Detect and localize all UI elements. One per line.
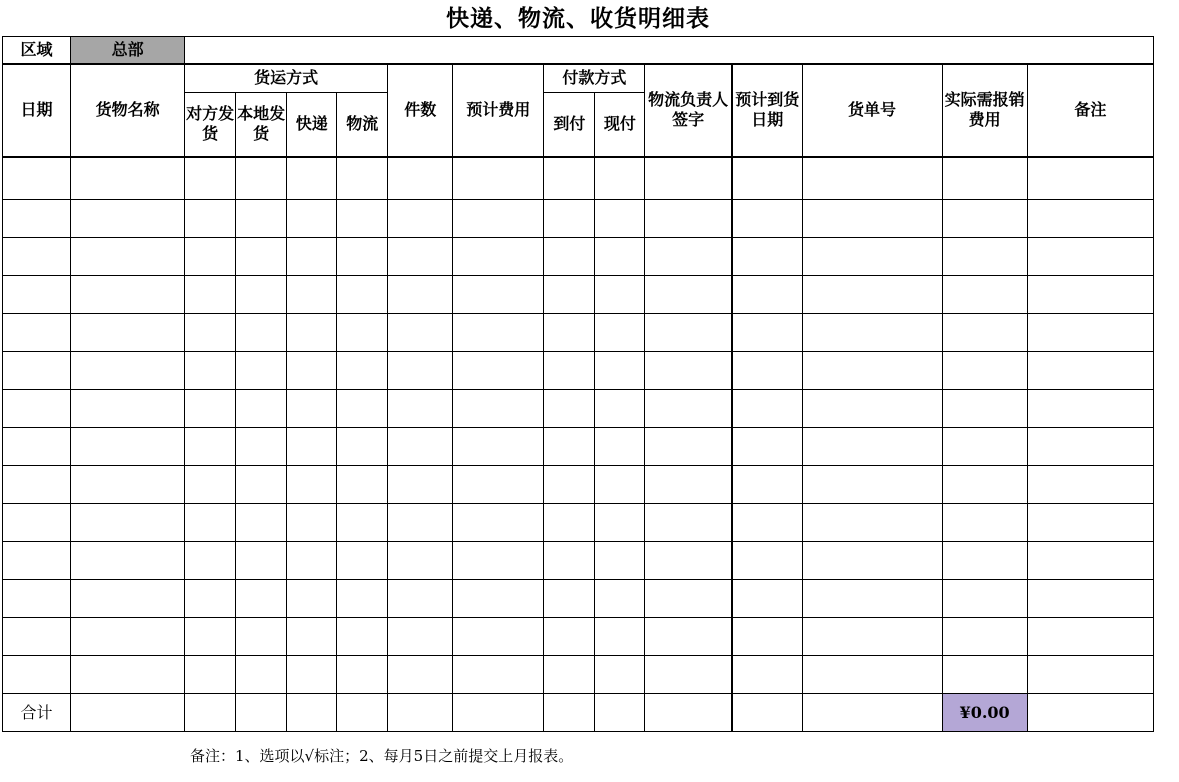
table-cell[interactable] (453, 314, 544, 352)
header-payment-group: 付款方式 (544, 64, 645, 93)
table-cell[interactable] (595, 390, 645, 428)
table-cell[interactable] (388, 428, 453, 466)
table-row (3, 466, 1154, 504)
table-cell[interactable] (732, 157, 802, 200)
table-cell[interactable] (287, 542, 337, 580)
table-cell[interactable] (802, 504, 942, 542)
table-cell[interactable] (3, 580, 71, 618)
table-cell[interactable] (595, 238, 645, 276)
table-cell[interactable] (544, 618, 595, 656)
table-cell[interactable] (236, 157, 287, 200)
table-cell[interactable] (236, 238, 287, 276)
total-cell[interactable] (802, 694, 942, 732)
table-cell[interactable] (185, 352, 236, 390)
table-cell[interactable] (287, 466, 337, 504)
table-cell[interactable] (942, 656, 1027, 694)
table-cell[interactable] (388, 656, 453, 694)
table-cell[interactable] (645, 314, 732, 352)
table-cell[interactable] (236, 580, 287, 618)
table-cell[interactable] (595, 466, 645, 504)
table-cell[interactable] (71, 428, 185, 466)
total-label: 合计 (3, 694, 71, 732)
table-cell[interactable] (71, 157, 185, 200)
table-cell[interactable] (1027, 580, 1153, 618)
total-cell[interactable] (453, 694, 544, 732)
table-cell[interactable] (3, 466, 71, 504)
table-cell[interactable] (942, 200, 1027, 238)
header-remarks: 备注 (1027, 64, 1153, 157)
table-cell[interactable] (337, 157, 388, 200)
table-cell[interactable] (337, 504, 388, 542)
table-cell[interactable] (802, 314, 942, 352)
region-value[interactable]: 总部 (71, 37, 185, 64)
table-cell[interactable] (802, 618, 942, 656)
table-cell[interactable] (942, 428, 1027, 466)
table-cell[interactable] (287, 656, 337, 694)
header-actual-cost: 实际需报销费用 (942, 64, 1027, 157)
table-cell[interactable] (645, 390, 732, 428)
table-cell[interactable] (287, 504, 337, 542)
table-cell[interactable] (942, 466, 1027, 504)
header-est-cost: 预计费用 (453, 64, 544, 157)
table-cell[interactable] (453, 656, 544, 694)
table-cell[interactable] (71, 276, 185, 314)
total-cell[interactable] (1027, 694, 1153, 732)
table-cell[interactable] (942, 314, 1027, 352)
header-date: 日期 (3, 64, 71, 157)
table-cell[interactable] (337, 656, 388, 694)
table-cell[interactable] (732, 238, 802, 276)
table-row (3, 314, 1154, 352)
table-row (3, 580, 1154, 618)
table-cell[interactable] (185, 157, 236, 200)
table-cell[interactable] (185, 428, 236, 466)
table-cell[interactable] (3, 276, 71, 314)
table-cell[interactable] (645, 656, 732, 694)
table-row (3, 656, 1154, 694)
table-cell[interactable] (595, 157, 645, 200)
table-row (3, 200, 1154, 238)
table-cell[interactable] (544, 428, 595, 466)
table-cell[interactable] (732, 352, 802, 390)
header-ship-local: 本地发货 (236, 93, 287, 157)
table-cell[interactable] (1027, 314, 1153, 352)
table-cell[interactable] (645, 618, 732, 656)
table-cell[interactable] (337, 580, 388, 618)
table-cell[interactable] (732, 466, 802, 504)
table-cell[interactable] (185, 200, 236, 238)
footnote: 备注：1、选项以√标注；2、每月5日之前提交上月报表。 (190, 747, 574, 765)
table-cell[interactable] (388, 200, 453, 238)
table-cell[interactable] (453, 276, 544, 314)
table-cell[interactable] (732, 428, 802, 466)
table-cell[interactable] (732, 314, 802, 352)
table-cell[interactable] (453, 618, 544, 656)
table-cell[interactable] (236, 276, 287, 314)
table-cell[interactable] (388, 352, 453, 390)
header-shipping-group: 货运方式 (185, 64, 388, 93)
table-row (3, 428, 1154, 466)
table-cell[interactable] (388, 314, 453, 352)
table-cell[interactable] (453, 352, 544, 390)
table-cell[interactable] (802, 200, 942, 238)
table-cell[interactable] (287, 352, 337, 390)
table-cell[interactable] (453, 238, 544, 276)
table-cell[interactable] (732, 504, 802, 542)
table-cell[interactable] (544, 656, 595, 694)
total-cell[interactable] (287, 694, 337, 732)
table-cell[interactable] (1027, 466, 1153, 504)
table-cell[interactable] (802, 428, 942, 466)
total-cell[interactable] (71, 694, 185, 732)
table-cell[interactable] (544, 390, 595, 428)
table-cell[interactable] (236, 504, 287, 542)
table-cell[interactable] (942, 157, 1027, 200)
table-cell[interactable] (71, 352, 185, 390)
table-cell[interactable] (337, 466, 388, 504)
total-cell[interactable] (732, 694, 802, 732)
table-cell[interactable] (337, 238, 388, 276)
table-cell[interactable] (3, 352, 71, 390)
table-cell[interactable] (732, 542, 802, 580)
total-cell[interactable] (544, 694, 595, 732)
table-row (3, 238, 1154, 276)
table-cell[interactable] (645, 352, 732, 390)
header-count: 件数 (388, 64, 453, 157)
table-cell[interactable] (3, 618, 71, 656)
table-cell[interactable] (544, 238, 595, 276)
table-row (3, 504, 1154, 542)
table-cell[interactable] (1027, 276, 1153, 314)
table-cell[interactable] (942, 238, 1027, 276)
table-cell[interactable] (595, 314, 645, 352)
table-cell[interactable] (802, 157, 942, 200)
table-cell[interactable] (595, 618, 645, 656)
table-cell[interactable] (1027, 352, 1153, 390)
table-cell[interactable] (3, 504, 71, 542)
table-cell[interactable] (645, 466, 732, 504)
table-cell[interactable] (337, 314, 388, 352)
table-cell[interactable] (942, 618, 1027, 656)
total-cell[interactable] (236, 694, 287, 732)
table-cell[interactable] (287, 428, 337, 466)
table-row (3, 390, 1154, 428)
table-cell[interactable] (802, 352, 942, 390)
table-cell[interactable] (236, 390, 287, 428)
table-cell[interactable] (3, 428, 71, 466)
table-cell[interactable] (3, 238, 71, 276)
table-cell[interactable] (544, 157, 595, 200)
table-cell[interactable] (236, 200, 287, 238)
sheet-title: 快递、物流、收货明细表 (446, 5, 710, 32)
table-cell[interactable] (645, 542, 732, 580)
table-cell[interactable] (287, 238, 337, 276)
table-cell[interactable] (388, 238, 453, 276)
table-cell[interactable] (732, 618, 802, 656)
table-cell[interactable] (185, 656, 236, 694)
table-cell[interactable] (595, 276, 645, 314)
table-cell[interactable] (802, 542, 942, 580)
table-cell[interactable] (1027, 504, 1153, 542)
table-cell[interactable] (453, 200, 544, 238)
table-cell[interactable] (71, 542, 185, 580)
table-cell[interactable] (732, 580, 802, 618)
table-cell[interactable] (71, 200, 185, 238)
table-cell[interactable] (942, 542, 1027, 580)
table-cell[interactable] (453, 580, 544, 618)
table-cell[interactable] (1027, 542, 1153, 580)
table-cell[interactable] (544, 276, 595, 314)
table-cell[interactable] (337, 276, 388, 314)
header-ship-other: 对方发货 (185, 93, 236, 157)
header-est-arrival: 预计到货日期 (732, 64, 802, 157)
table-cell[interactable] (185, 276, 236, 314)
table-cell[interactable] (544, 542, 595, 580)
table-cell[interactable] (802, 466, 942, 504)
table-cell[interactable] (3, 656, 71, 694)
table-cell[interactable] (595, 580, 645, 618)
table-cell[interactable] (453, 390, 544, 428)
table-cell[interactable] (185, 618, 236, 656)
table-cell[interactable] (185, 580, 236, 618)
table-cell[interactable] (942, 390, 1027, 428)
table-cell[interactable] (236, 428, 287, 466)
table-cell[interactable] (1027, 238, 1153, 276)
table-cell[interactable] (236, 656, 287, 694)
table-cell[interactable] (236, 542, 287, 580)
header-signer: 物流负责人签字 (645, 64, 732, 157)
table-cell[interactable] (645, 276, 732, 314)
region-label: 区域 (3, 37, 71, 64)
table-cell[interactable] (388, 466, 453, 504)
table-cell[interactable] (388, 390, 453, 428)
table-cell[interactable] (732, 200, 802, 238)
table-cell[interactable] (645, 504, 732, 542)
table-cell[interactable] (337, 390, 388, 428)
table-cell[interactable] (3, 390, 71, 428)
table-cell[interactable] (337, 542, 388, 580)
table-cell[interactable] (453, 157, 544, 200)
table-cell[interactable] (71, 466, 185, 504)
table-cell[interactable] (544, 504, 595, 542)
region-blank (185, 37, 1154, 64)
table-cell[interactable] (595, 352, 645, 390)
table-cell[interactable] (71, 238, 185, 276)
table-cell[interactable] (388, 276, 453, 314)
table-cell[interactable] (595, 200, 645, 238)
table-cell[interactable] (388, 157, 453, 200)
table-cell[interactable] (732, 390, 802, 428)
table-cell[interactable] (802, 390, 942, 428)
table-cell[interactable] (544, 200, 595, 238)
table-cell[interactable] (236, 314, 287, 352)
table-row (3, 276, 1154, 314)
table-cell[interactable] (236, 352, 287, 390)
table-cell[interactable] (1027, 428, 1153, 466)
table-cell[interactable] (337, 428, 388, 466)
table-cell[interactable] (185, 314, 236, 352)
table-cell[interactable] (645, 157, 732, 200)
table-cell[interactable] (544, 352, 595, 390)
table-cell[interactable] (453, 504, 544, 542)
table-cell[interactable] (337, 618, 388, 656)
table-cell[interactable] (645, 580, 732, 618)
table-cell[interactable] (388, 618, 453, 656)
table-cell[interactable] (71, 390, 185, 428)
table-cell[interactable] (453, 466, 544, 504)
table-cell[interactable] (645, 200, 732, 238)
table-cell[interactable] (185, 390, 236, 428)
table-cell[interactable] (3, 200, 71, 238)
table-cell[interactable] (544, 580, 595, 618)
table-cell[interactable] (71, 504, 185, 542)
table-cell[interactable] (453, 542, 544, 580)
total-row (3, 694, 1154, 732)
table-cell[interactable] (287, 580, 337, 618)
table-cell[interactable] (337, 200, 388, 238)
table-cell[interactable] (732, 276, 802, 314)
table-cell[interactable] (802, 656, 942, 694)
table-cell[interactable] (942, 580, 1027, 618)
table-cell[interactable] (71, 618, 185, 656)
table-cell[interactable] (942, 504, 1027, 542)
table-cell[interactable] (1027, 157, 1153, 200)
header-goods-name: 货物名称 (71, 64, 185, 157)
table-cell[interactable] (3, 542, 71, 580)
table-cell[interactable] (71, 580, 185, 618)
table-row (3, 157, 1154, 200)
header-pay-prepaid: 现付 (595, 93, 645, 157)
table-cell[interactable] (595, 656, 645, 694)
logistics-table (2, 36, 1154, 732)
table-cell[interactable] (388, 542, 453, 580)
table-row (3, 542, 1154, 580)
table-cell[interactable] (71, 656, 185, 694)
table-cell[interactable] (802, 580, 942, 618)
table-cell[interactable] (544, 314, 595, 352)
table-cell[interactable] (595, 428, 645, 466)
table-cell[interactable] (942, 352, 1027, 390)
table-cell[interactable] (287, 200, 337, 238)
total-amount[interactable]: ¥0.00 (942, 694, 1027, 732)
header-ship-logistics: 物流 (337, 93, 388, 157)
table-cell[interactable] (802, 238, 942, 276)
table-cell[interactable] (287, 157, 337, 200)
table-cell[interactable] (942, 276, 1027, 314)
table-cell[interactable] (337, 352, 388, 390)
table-cell[interactable] (236, 618, 287, 656)
table-cell[interactable] (1027, 618, 1153, 656)
table-row (3, 618, 1154, 656)
table-cell[interactable] (802, 276, 942, 314)
total-cell[interactable] (337, 694, 388, 732)
table-cell[interactable] (3, 314, 71, 352)
table-cell[interactable] (287, 276, 337, 314)
table-cell[interactable] (595, 504, 645, 542)
header-waybill: 货单号 (802, 64, 942, 157)
table-cell[interactable] (595, 542, 645, 580)
table-cell[interactable] (3, 157, 71, 200)
table-cell[interactable] (185, 542, 236, 580)
table-cell[interactable] (453, 428, 544, 466)
table-cell[interactable] (185, 466, 236, 504)
table-cell[interactable] (287, 314, 337, 352)
table-cell[interactable] (732, 656, 802, 694)
table-cell[interactable] (71, 314, 185, 352)
table-cell[interactable] (1027, 200, 1153, 238)
region-row (3, 37, 1154, 64)
header-ship-express: 快递 (287, 93, 337, 157)
total-cell[interactable] (185, 694, 236, 732)
table-cell[interactable] (1027, 656, 1153, 694)
table-cell[interactable] (185, 504, 236, 542)
table-row (3, 352, 1154, 390)
table-cell[interactable] (287, 618, 337, 656)
table-cell[interactable] (185, 238, 236, 276)
table-cell[interactable] (388, 504, 453, 542)
total-cell[interactable] (645, 694, 732, 732)
table-cell[interactable] (236, 466, 287, 504)
header-row-1 (3, 64, 1154, 93)
table-cell[interactable] (544, 466, 595, 504)
header-pay-cod: 到付 (544, 93, 595, 157)
table-cell[interactable] (645, 238, 732, 276)
table-cell[interactable] (388, 580, 453, 618)
table-cell[interactable] (287, 390, 337, 428)
total-cell[interactable] (595, 694, 645, 732)
table-cell[interactable] (645, 428, 732, 466)
table-cell[interactable] (1027, 390, 1153, 428)
total-cell[interactable] (388, 694, 453, 732)
